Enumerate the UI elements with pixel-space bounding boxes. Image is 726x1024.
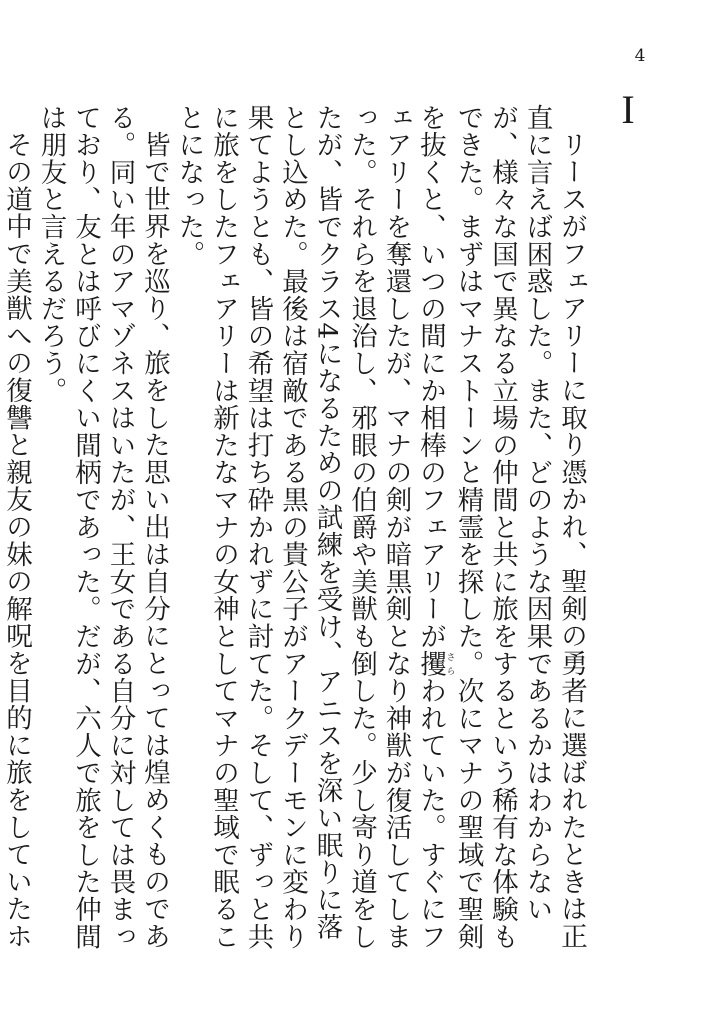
paragraph-1-text-before: リースがフェアリーに取り憑かれ、聖剣の勇者に選ばれたときは正直に言えば困惑した。また、どのような因果であるかはわからないが、様々な国で異なる立場の仲間と共に旅をするという稀有な体験もできた。まずはマナストーンと精霊を探した。次にマナの聖域で聖剣を抜くと、いつの間にか相棒のフェアリーが [415, 104, 587, 951]
ruby-base: 攫 [415, 650, 446, 678]
paragraph-1 [171, 104, 588, 962]
page-number: 4 [634, 46, 646, 66]
chapter-numeral: I [621, 87, 635, 132]
paragraph-1-text-after: われていた。すぐにフェアリーを奪還したが、マナの剣が暗黒剣となり神獣が復活してしまった。それらを退治し、邪眼の伯爵や美獣も倒した。少し寄り道をしたが、皆でクラス4になるための試練を受け、アニスを深い眠りに落とし込めた。最後は宿敵である黒の貴公子がアークデーモンに変わり果てようとも、皆の希望は打ち砕かれずに討てた。そして、ずっと共に旅をしたフェアリーは新たなマナの女神としてマナの聖域で眠ることになった。 [173, 104, 446, 951]
furigana-sara [415, 650, 455, 678]
paragraph-3: その道中で美獣への復讐と親友の妹の解呪を目的に旅をしていたホ [1, 130, 32, 950]
paragraph-2: 皆で世界を巡り、旅をした思い出は自分にとっては煌めくものである。同い年のアマゾネスはいたが、王女である自分に対しては畏まっており、友とは呼びにくい間柄であった。だが、六人で旅をした仲間は朋友と言えるだろう。 [35, 104, 170, 951]
ruby-reading: さら [444, 650, 455, 678]
body-text [1, 104, 588, 962]
